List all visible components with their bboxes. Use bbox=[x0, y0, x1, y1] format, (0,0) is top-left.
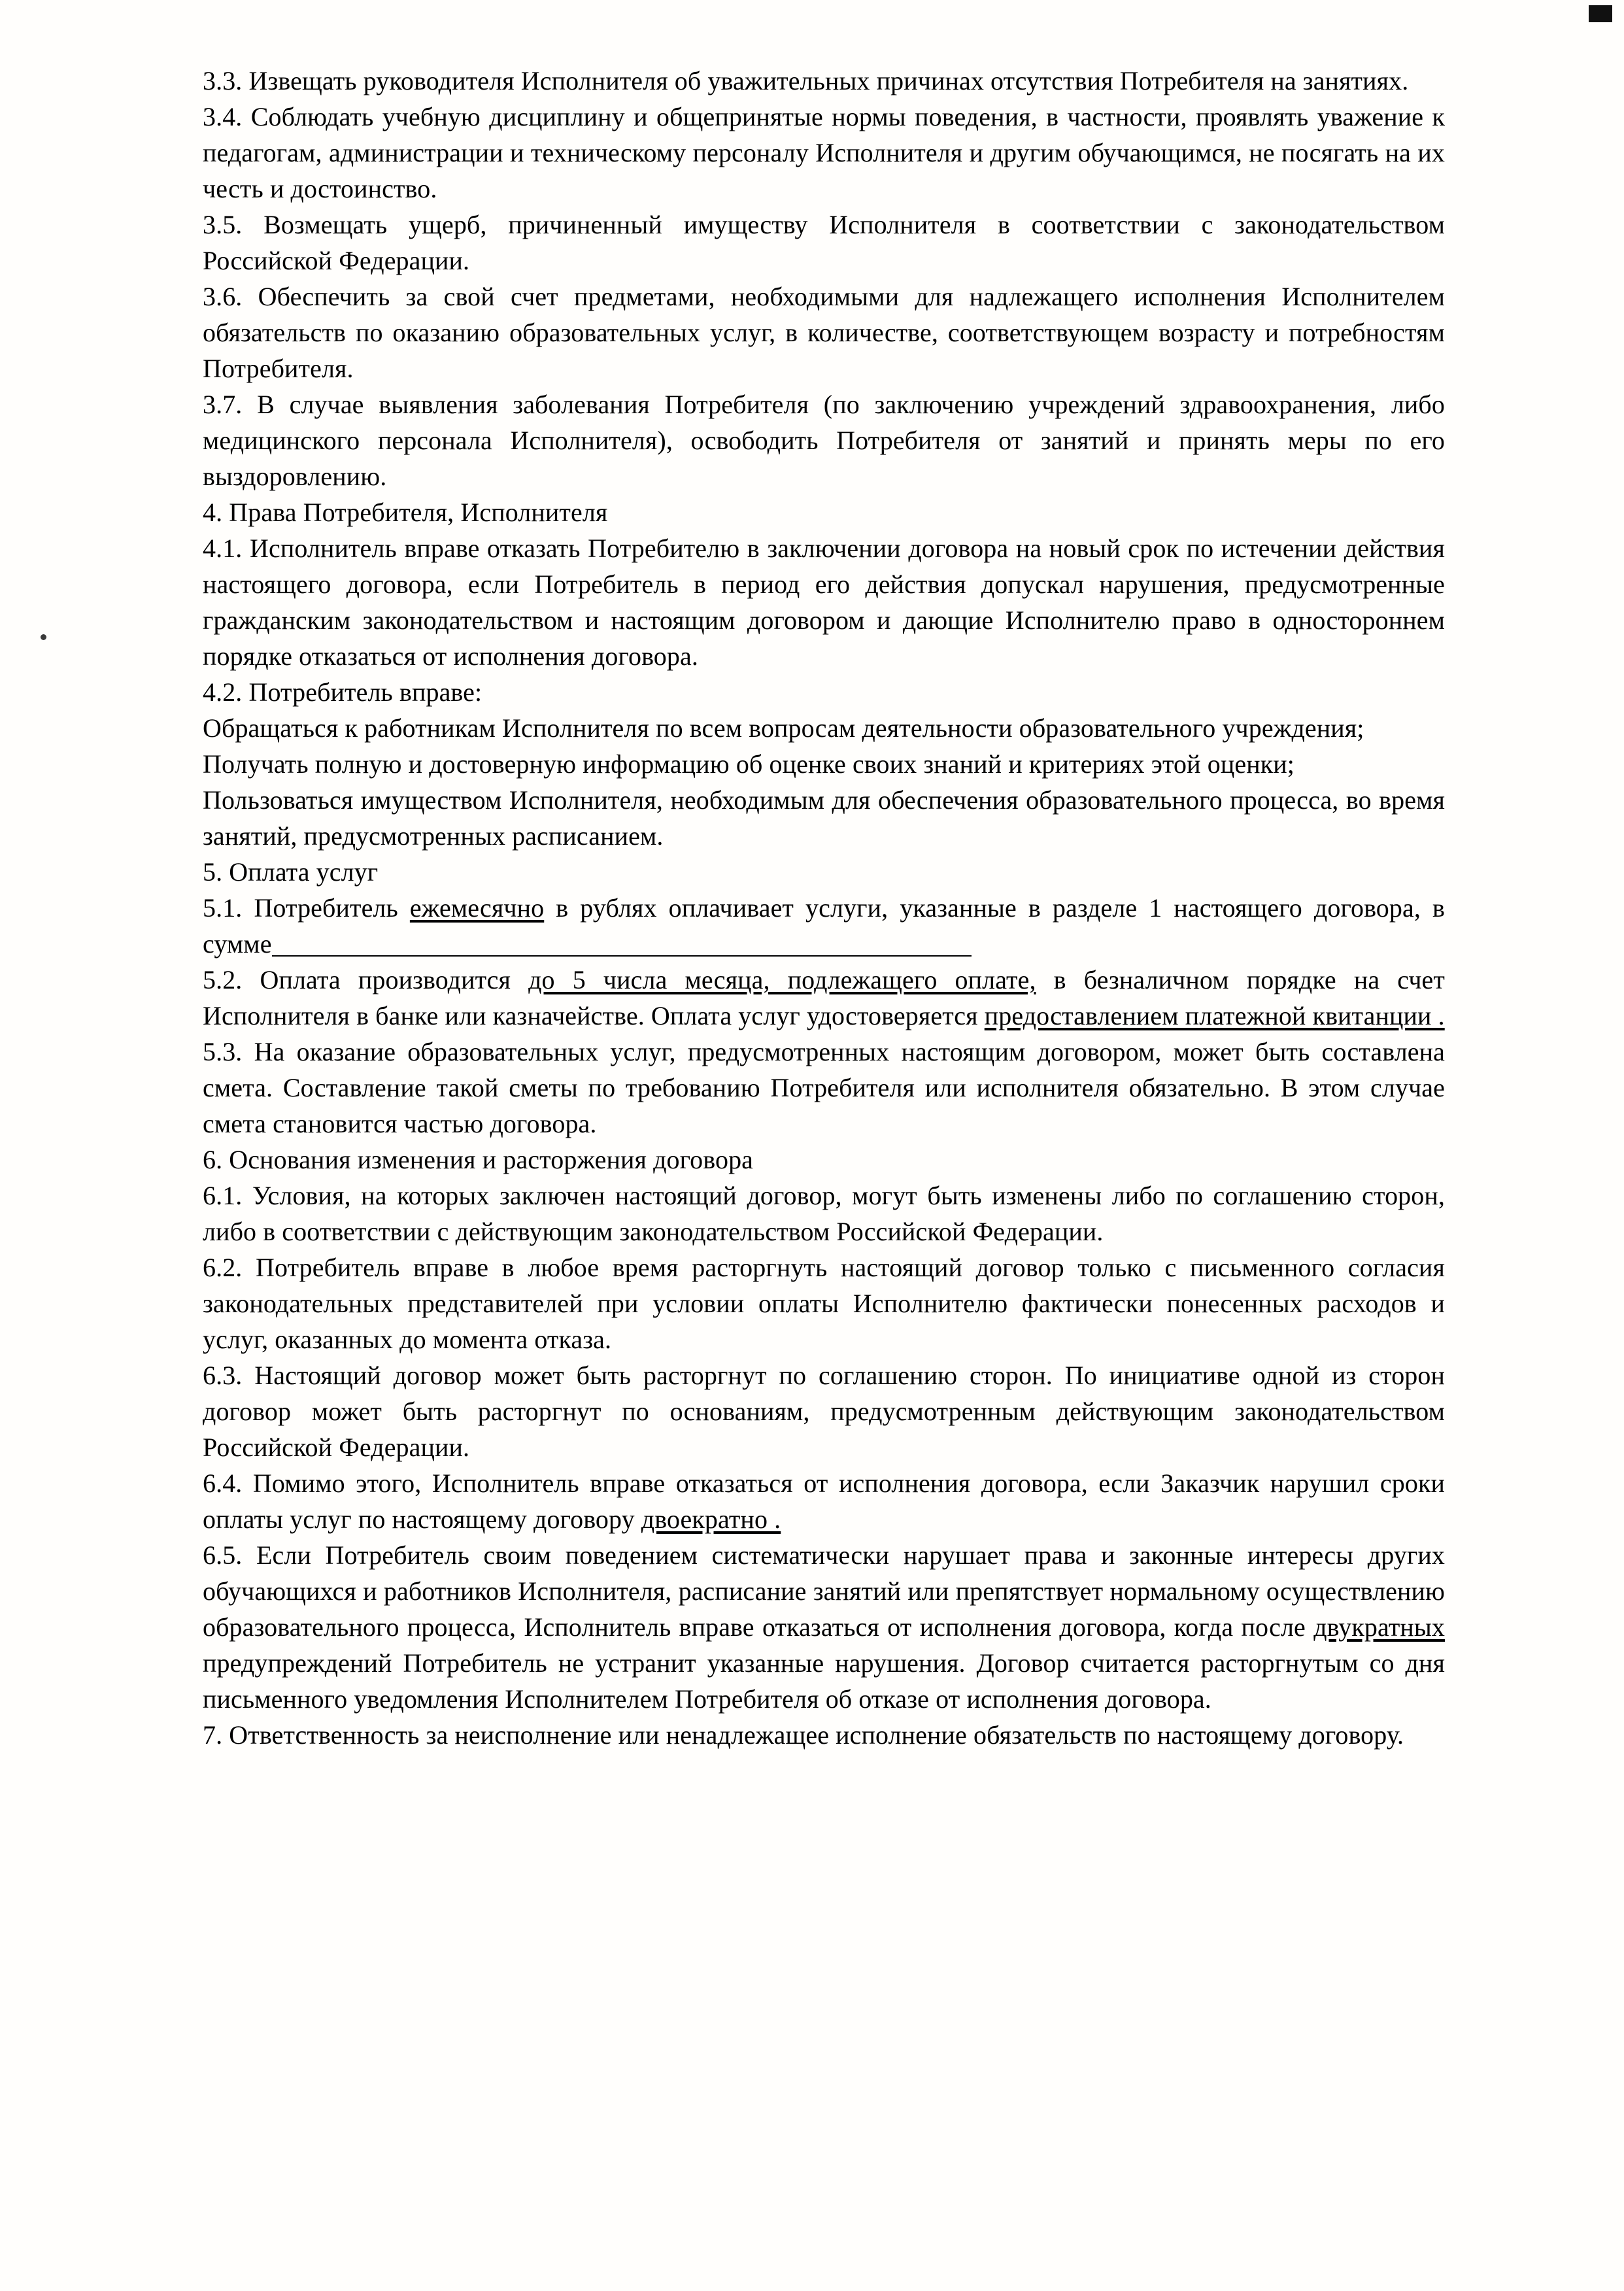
text-run: Получать полную и достоверную информацию об оценке своих знаний и критериях этой оценки; bbox=[203, 749, 1294, 779]
paragraph-p-3-7 bbox=[203, 386, 1445, 494]
underlined-text: до 5 числа месяца, подлежащего оплате, bbox=[528, 965, 1036, 994]
text-run: 6. Основания изменения и расторжения договора bbox=[203, 1145, 754, 1174]
text-run: Обращаться к работникам Исполнителя по всем вопросам деятельности образовательного учреждения; bbox=[203, 713, 1364, 743]
scan-artifact-top-right bbox=[1589, 5, 1612, 22]
text-run: 5.3. На оказание образовательных услуг, предусмотренных настоящим договором, может быть составлена смета. Составление такой сметы по требованию Потребителя или исполнителя обязательно. В этом случае смета становится частью договора. bbox=[203, 1037, 1445, 1138]
paragraph-p-4-1 bbox=[203, 530, 1445, 674]
paragraph-p-5-2 bbox=[203, 962, 1445, 1034]
text-run: 5.1. Потребитель bbox=[203, 893, 410, 923]
paragraph-p-4-2-b bbox=[203, 746, 1445, 782]
paragraph-p-3-3 bbox=[203, 63, 1445, 99]
text-run: 4.1. Исполнитель вправе отказать Потребителю в заключении договора на новый срок по истечении действия настоящего договора, если Потребитель в период его действия допускал нарушения, предусмотренные гражданским законодательством и настоящим договором и дающие Исполнителю право в одностороннем порядке отказаться от исполнения договора. bbox=[203, 534, 1445, 671]
underlined-text: ежемесячно bbox=[409, 893, 545, 923]
paragraph-p-3-5 bbox=[203, 207, 1445, 279]
text-run: 7. Ответственность за неисполнение или ненадлежащее исполнение обязательств по настоящему договору. bbox=[203, 1720, 1404, 1750]
text-run: 3.7. В случае выявления заболевания Потребителя (по заключению учреждений здравоохранения, либо медицинского персонала Исполнителя), освободить Потребителя от занятий и принять меры по его выздоровлению. bbox=[203, 390, 1445, 491]
scan-artifact-left-dot bbox=[41, 634, 46, 640]
underlined-text: двоекратно . bbox=[641, 1504, 781, 1534]
text-run: 3.3. Извещать руководителя Исполнителя об уважительных причинах отсутствия Потребителя на занятиях. bbox=[203, 66, 1409, 95]
paragraph-p-5-1 bbox=[203, 890, 1445, 962]
text-run: 5. Оплата услуг bbox=[203, 857, 379, 887]
underlined-text: двукратных bbox=[1313, 1612, 1445, 1642]
text-run: 3.4. Соблюдать учебную дисциплину и общепринятые нормы поведения, в частности, проявлять уважение к педагогам, администрации и техническому персоналу Исполнителя и другим обучающимся, не посягать на их честь и достоинство. bbox=[203, 102, 1445, 203]
paragraph-p-6-2 bbox=[203, 1249, 1445, 1357]
paragraph-p-4-2-a bbox=[203, 710, 1445, 746]
text-run: в безналичном порядке на счет Исполнителя в банке или казначействе. Оплата услуг удостоверяется bbox=[203, 965, 1445, 1030]
paragraph-p-5 bbox=[203, 854, 1445, 890]
fill-in-blank-line[interactable] bbox=[272, 929, 972, 957]
text-run: 3.5. Возмещать ущерб, причиненный имуществу Исполнителя в соответствии с законодательством Российской Федерации. bbox=[203, 210, 1445, 275]
document-text-body bbox=[203, 63, 1445, 1753]
paragraph-p-4-2-c bbox=[203, 782, 1445, 854]
text-run: 3.6. Обеспечить за свой счет предметами, необходимыми для надлежащего исполнения Исполнителем обязательств по оказанию образовательных услуг, в количестве, соответствующем возрасту и потребностям Потребителя. bbox=[203, 282, 1445, 383]
paragraph-p-6-3 bbox=[203, 1357, 1445, 1465]
paragraph-p-7 bbox=[203, 1717, 1445, 1753]
text-run: 6.2. Потребитель вправе в любое время расторгнуть настоящий договор только с письменного согласия законодательных представителей при условии оплаты Исполнителю фактически понесенных расходов и услуг, оказанных до момента отказа. bbox=[203, 1253, 1445, 1354]
text-run: предупреждений Потребитель не устранит указанные нарушения. Договор считается расторгнутым со дня письменного уведомления Исполнителем Потребителя об отказе от исполнения договора. bbox=[203, 1648, 1445, 1714]
paragraph-p-6-1 bbox=[203, 1178, 1445, 1249]
text-run: 4.2. Потребитель вправе: bbox=[203, 677, 482, 707]
text-run: 5.2. Оплата производится bbox=[203, 965, 529, 994]
text-run: 6.3. Настоящий договор может быть расторгнут по соглашению сторон. По инициативе одной из сторон договор может быть расторгнут по основаниям, предусмотренным действующим законодательством Российской Федерации. bbox=[203, 1361, 1445, 1462]
paragraph-p-3-4 bbox=[203, 99, 1445, 207]
paragraph-p-4 bbox=[203, 494, 1445, 530]
paragraph-p-5-3 bbox=[203, 1034, 1445, 1142]
paragraph-p-6-4 bbox=[203, 1465, 1445, 1537]
text-run: 6.1. Условия, на которых заключен настоящий договор, могут быть изменены либо по соглашению сторон, либо в соответствии с действующим законодательством Российской Федерации. bbox=[203, 1181, 1445, 1246]
paragraph-p-3-6 bbox=[203, 279, 1445, 386]
paragraph-p-4-2 bbox=[203, 674, 1445, 710]
text-run: Пользоваться имуществом Исполнителя, необходимым для обеспечения образовательного процесса, во время занятий, предусмотренных расписанием. bbox=[203, 785, 1445, 851]
text-run: в рублях оплачивает услуги, указанные в разделе 1 настоящего договора, в сумме bbox=[203, 893, 1445, 959]
paragraph-p-6 bbox=[203, 1142, 1445, 1178]
text-run: 4. Права Потребителя, Исполнителя bbox=[203, 498, 608, 527]
text-run: 6.5. Если Потребитель своим поведением систематически нарушает права и законные интересы других обучающихся и работников Исполнителя, расписание занятий или препятствует нормальному осуществлению образовательного процесса, Исполнитель вправе отказаться от исполнения договора, когда после bbox=[203, 1540, 1445, 1642]
paragraph-p-6-5 bbox=[203, 1537, 1445, 1717]
underlined-text: предоставлением платежной квитанции . bbox=[984, 1001, 1445, 1030]
text-run: 6.4. Помимо этого, Исполнитель вправе отказаться от исполнения договора, если Заказчик нарушил сроки оплаты услуг по настоящему договору bbox=[203, 1468, 1445, 1534]
